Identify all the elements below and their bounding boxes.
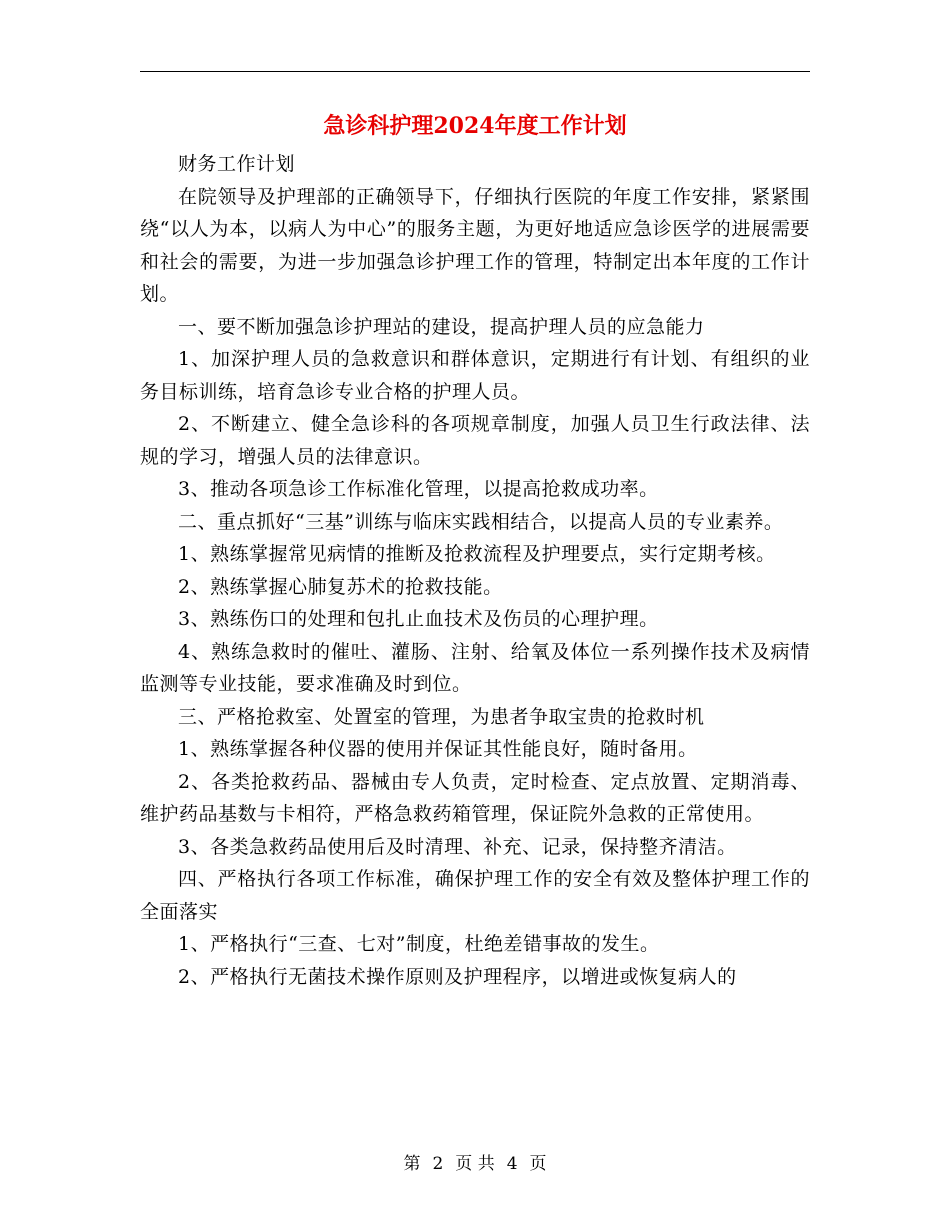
list-item: 4、熟练急救时的催吐、灌肠、注射、给氧及体位一系列操作技术及病情监测等专业技能，要求准确及时到位。 — [140, 640, 810, 695]
list-item: 2、不断建立、健全急诊科的各项规章制度，加强人员卫生行政法律、法规的学习，增强人员的法律意识。 — [140, 413, 810, 468]
footer-suffix: 页 — [529, 1154, 547, 1174]
header-rule — [140, 71, 810, 72]
paragraph: 财务工作计划 — [178, 153, 296, 175]
footer-total-pages: 4 — [506, 1154, 518, 1174]
list-item: 1、熟练掌握各种仪器的使用并保证其性能良好，随时备用。 — [178, 738, 698, 760]
list-item: 2、严格执行无菌技术操作原则及护理程序，以增进或恢复病人的 — [178, 965, 737, 988]
paragraph: 在院领导及护理部的正确领导下，仔细执行医院的年度工作安排，紧紧围绕“以人为本，以病人为中心”的服务主题，为更好地适应急诊医学的进展需要和社会的需要，为进一步加强急诊护理工作的管理，特制定出本年度的工作计划。 — [140, 185, 810, 305]
list-item: 1、严格执行“三查、七对”制度，杜绝差错事故的发生。 — [178, 933, 660, 955]
list-item: 1、熟练掌握常见病情的推断及抢救流程及护理要点，实行定期考核。 — [178, 543, 776, 565]
list-item: 3、推动各项急诊工作标准化管理，以提高抢救成功率。 — [178, 478, 659, 500]
section-heading: 一、要不断加强急诊护理站的建设，提高护理人员的应急能力 — [178, 315, 705, 338]
section-heading: 四、严格执行各项工作标准，确保护理工作的安全有效及整体护理工作的全面落实 — [140, 868, 810, 923]
document-body — [140, 148, 810, 993]
list-item: 2、熟练掌握心肺复苏术的抢救技能。 — [178, 575, 503, 598]
list-item: 1、加深护理人员的急救意识和群体意识，定期进行有计划、有组织的业务目标训练，培育急诊专业合格的护理人员。 — [140, 348, 810, 403]
list-item: 3、熟练伤口的处理和包扎止血技术及伤员的心理护理。 — [178, 608, 659, 630]
footer-prefix: 第 — [403, 1154, 421, 1174]
list-item: 3、各类急救药品使用后及时清理、补充、记录，保持整齐清洁。 — [178, 835, 737, 858]
footer-middle: 页 共 — [455, 1154, 495, 1174]
document-title: 急诊科护理2024年度工作计划 — [323, 113, 627, 139]
section-heading: 二、重点抓好“三基”训练与临床实践相结合，以提高人员的专业素养。 — [178, 510, 784, 533]
list-item: 2、各类抢救药品、器械由专人负责，定时检查、定点放置、定期消毒、维护药品基数与卡相符，严格急救药箱管理，保证院外急救的正常使用。 — [140, 770, 810, 825]
page-footer — [0, 1152, 950, 1176]
footer-page-number: 2 — [432, 1154, 444, 1174]
section-heading: 三、严格抢救室、处置室的管理，为患者争取宝贵的抢救时机 — [178, 705, 705, 728]
